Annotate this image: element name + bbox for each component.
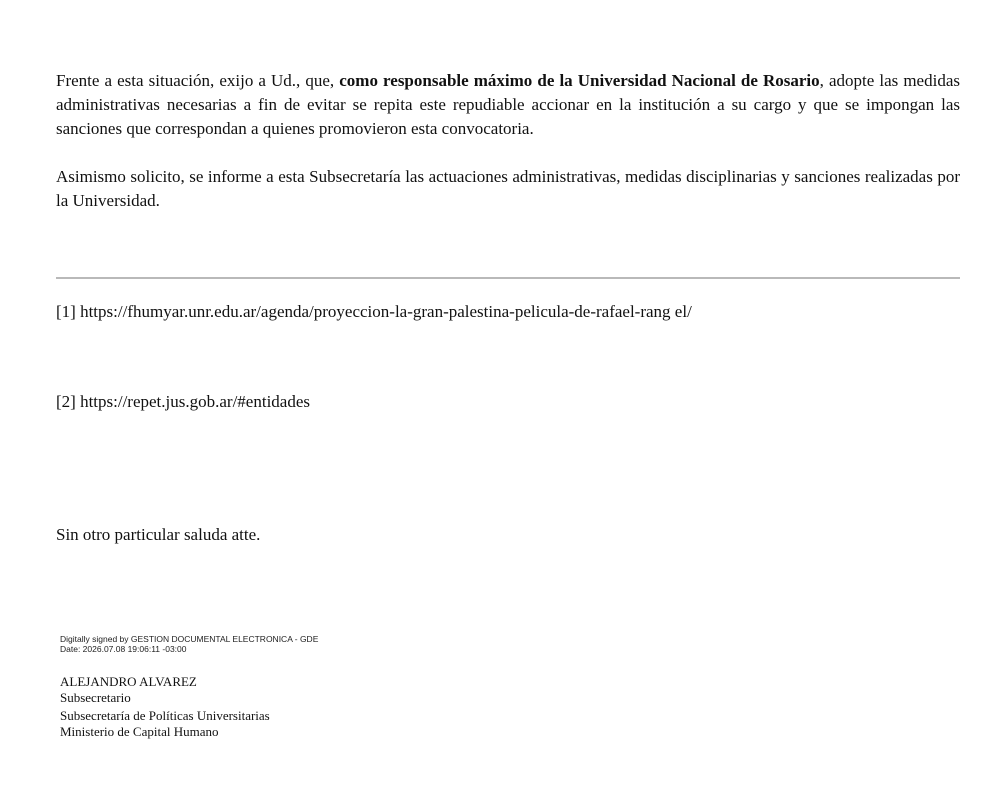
signer-ministry: Ministerio de Capital Humano	[60, 724, 219, 739]
body-paragraph-2: Asimismo solicito, se informe a esta Subsecretaría las actuaciones administrativas, medidas disciplinarias y sanciones realizadas por la Universidad.	[56, 167, 960, 210]
signer-name: ALEJANDRO ALVAREZ	[60, 674, 197, 689]
footnote-divider	[56, 277, 960, 279]
body-paragraph-1	[56, 69, 960, 141]
paragraph-1-bold: como responsable máximo de la Universidad Nacional de Rosario	[339, 71, 820, 90]
signer-office: Subsecretaría de Políticas Universitarias	[60, 708, 270, 723]
paragraph-1-suffix: , adopte las medidas administrativas necesarias a fin de evitar se repita este repudiable accionar en la institución a su cargo y que se impongan las sanciones que correspondan a quienes promovieron esta convocatoria.	[56, 71, 960, 138]
signer-role: Subsecretario	[60, 690, 131, 705]
footnote-1: [1] https://fhumyar.unr.edu.ar/agenda/proyeccion-la-gran-palestina-pelicula-de-rafael-rang el/	[56, 302, 692, 321]
digital-signature-date: Date: 2026.07.08 19:06:11 -03:00	[60, 644, 187, 654]
paragraph-1-prefix: Frente a esta situación, exijo a Ud., que,	[56, 71, 340, 90]
footnote-2: [2] https://repet.jus.gob.ar/#entidades	[56, 392, 310, 411]
digital-signature-stamp	[60, 634, 318, 654]
signer-block	[60, 674, 270, 740]
closing-line: Sin otro particular saluda atte.	[56, 525, 261, 544]
digital-signature-line: Digitally signed by GESTION DOCUMENTAL ELECTRONICA - GDE	[60, 634, 319, 644]
